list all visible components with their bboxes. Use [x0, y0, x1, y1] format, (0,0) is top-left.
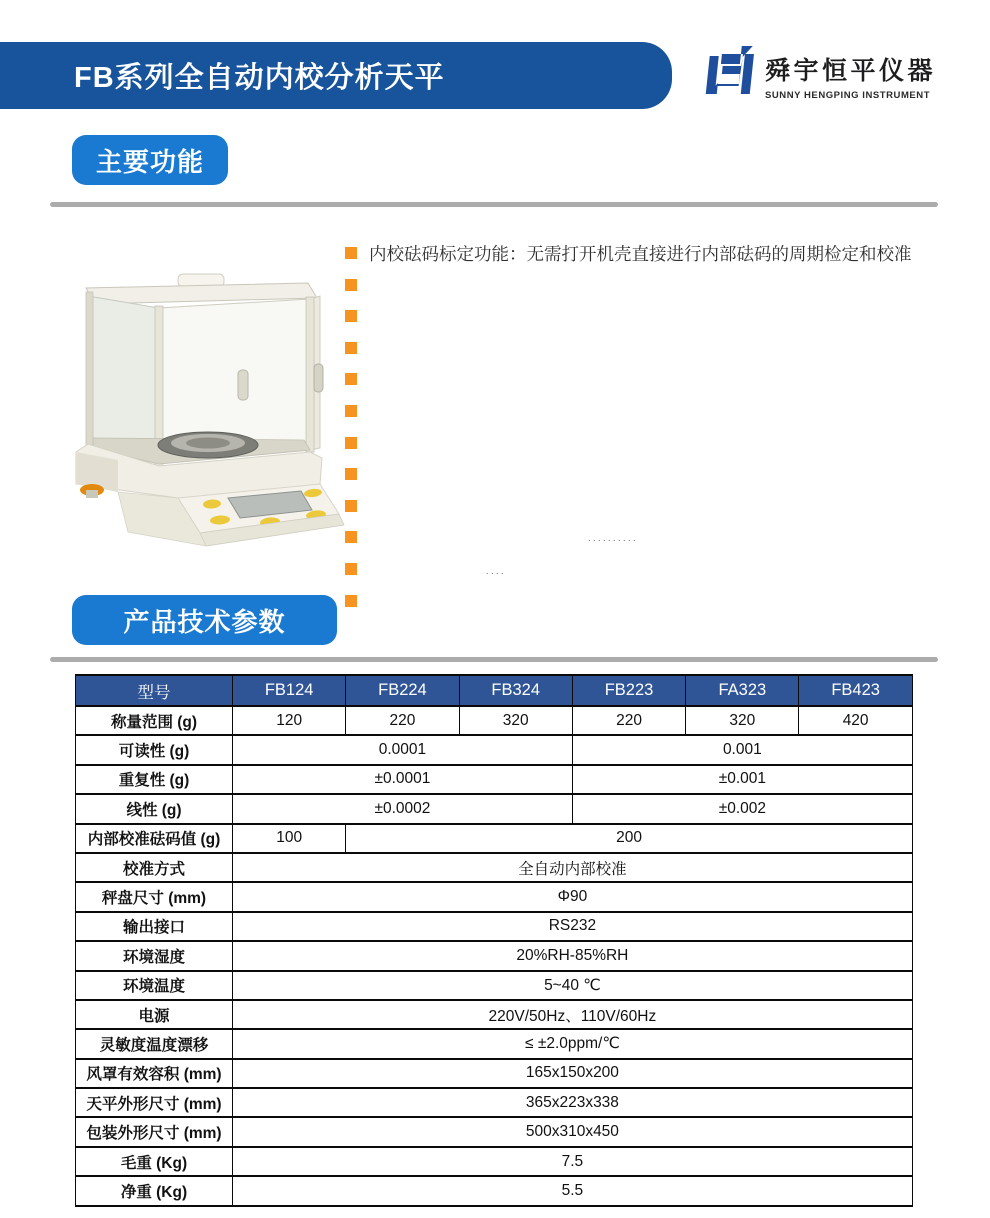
spec-label: 风罩有效容积 (mm)	[76, 1059, 233, 1088]
spec-value: ±0.002	[572, 794, 912, 823]
spec-value: ±0.0002	[233, 794, 573, 823]
spec-value: 20%RH-85%RH	[233, 941, 913, 970]
spec-value: 220	[572, 706, 685, 735]
section-divider	[50, 657, 938, 662]
spec-label: 灵敏度温度漂移	[76, 1029, 233, 1058]
spec-value: 420	[799, 706, 912, 735]
feature-item	[345, 244, 945, 276]
spec-label: 包装外形尺寸 (mm)	[76, 1117, 233, 1146]
spec-row	[76, 971, 913, 1000]
spec-row	[76, 882, 913, 911]
page-title: FB系列全自动内校分析天平	[74, 62, 445, 94]
balance-product-photo	[58, 252, 345, 557]
feature-item	[345, 276, 945, 308]
feature-item	[345, 339, 945, 371]
brand-subtitle: SUNNY HENGPING INSTRUMENT	[765, 90, 931, 101]
logo-mark-icon	[704, 44, 756, 106]
table-header-cell: FB223	[572, 675, 685, 706]
feature-item	[345, 307, 945, 339]
spec-label: 称量范围 (g)	[76, 706, 233, 735]
spec-value: 全自动内部校准	[233, 853, 913, 882]
spec-label: 天平外形尺寸 (mm)	[76, 1088, 233, 1117]
spec-value: 7.5	[233, 1147, 913, 1176]
spec-value: 200	[346, 824, 912, 853]
spec-row	[76, 1059, 913, 1088]
brand-text	[765, 44, 936, 101]
spec-value: ±0.001	[572, 765, 912, 794]
spec-row	[76, 794, 913, 823]
spec-value: ≤ ±2.0ppm/℃	[233, 1029, 913, 1058]
section-label-tech-specs: 产品技术参数	[72, 595, 337, 645]
spec-value: 0.001	[572, 735, 912, 764]
spec-value: RS232	[233, 912, 913, 941]
door-knob-inner	[238, 370, 248, 400]
table-header-cell: FA323	[686, 675, 799, 706]
bullet-square-icon	[345, 500, 357, 512]
bullet-square-icon	[345, 437, 357, 449]
specs-table	[75, 674, 913, 1207]
brand-name: 舜宇恒平仪器	[765, 57, 937, 85]
spec-row	[76, 735, 913, 764]
spec-label: 可读性 (g)	[76, 735, 233, 764]
spec-value: 165x150x200	[233, 1059, 913, 1088]
feature-item	[345, 560, 945, 592]
bullet-square-icon	[345, 342, 357, 354]
bullet-square-icon	[345, 310, 357, 322]
bullet-square-icon	[345, 468, 357, 480]
feature-item	[345, 592, 945, 624]
table-header-cell: FB423	[799, 675, 912, 706]
spec-value: 5.5	[233, 1176, 913, 1205]
feature-text: 内校砝码标定功能：无需打开机壳直接进行内部砝码的周期检定和校准	[369, 244, 912, 264]
spec-value: 100	[233, 824, 346, 853]
bullet-square-icon	[345, 595, 357, 607]
spec-row	[76, 1176, 913, 1205]
spec-row	[76, 1117, 913, 1146]
spec-label: 内部校准砝码值 (g)	[76, 824, 233, 853]
header-banner	[0, 42, 672, 109]
spec-row	[76, 1029, 913, 1058]
spec-label: 环境温度	[76, 971, 233, 1000]
spec-row	[76, 1147, 913, 1176]
spec-label: 毛重 (Kg)	[76, 1147, 233, 1176]
feature-item	[345, 497, 945, 529]
table-header-cell: FB324	[459, 675, 572, 706]
spec-row	[76, 1000, 913, 1029]
door-knob-right	[314, 364, 323, 392]
feature-item	[345, 528, 945, 560]
spec-row	[76, 706, 913, 735]
section-divider	[50, 202, 938, 207]
spec-label: 线性 (g)	[76, 794, 233, 823]
bullet-square-icon	[345, 373, 357, 385]
feature-item	[345, 465, 945, 497]
spec-row	[76, 1088, 913, 1117]
table-header-cell: FB124	[233, 675, 346, 706]
table-header-model: 型号	[76, 675, 233, 706]
bullet-square-icon	[345, 279, 357, 291]
spec-value: 220V/50Hz、110V/60Hz	[233, 1000, 913, 1029]
spec-value: 120	[233, 706, 346, 735]
bullet-square-icon	[345, 563, 357, 575]
feature-list	[345, 244, 945, 623]
spec-value: 320	[686, 706, 799, 735]
spec-label: 重复性 (g)	[76, 765, 233, 794]
bullet-square-icon	[345, 247, 357, 259]
spec-label: 净重 (Kg)	[76, 1176, 233, 1205]
spec-label: 输出接口	[76, 912, 233, 941]
faint-dots-text: ..........	[588, 533, 639, 543]
spec-row	[76, 941, 913, 970]
spec-row	[76, 824, 913, 853]
spec-value: Φ90	[233, 882, 913, 911]
spec-label: 环境湿度	[76, 941, 233, 970]
spec-label: 电源	[76, 1000, 233, 1029]
spec-label: 校准方式	[76, 853, 233, 882]
brand-logo	[704, 44, 936, 106]
bullet-square-icon	[345, 531, 357, 543]
table-header-cell: FB224	[346, 675, 459, 706]
faint-dots-text: ....	[486, 566, 507, 576]
feature-item	[345, 402, 945, 434]
feature-item	[345, 370, 945, 402]
spec-row	[76, 853, 913, 882]
spec-value: 5~40 ℃	[233, 971, 913, 1000]
section-label-main-features: 主要功能	[72, 135, 228, 185]
spec-label: 秤盘尺寸 (mm)	[76, 882, 233, 911]
bullet-square-icon	[345, 405, 357, 417]
spec-value: 365x223x338	[233, 1088, 913, 1117]
spec-value: ±0.0001	[233, 765, 573, 794]
spec-value: 0.0001	[233, 735, 573, 764]
spec-row	[76, 912, 913, 941]
feature-item	[345, 434, 945, 466]
spec-value: 320	[459, 706, 572, 735]
spec-value: 500x310x450	[233, 1117, 913, 1146]
spec-value: 220	[346, 706, 459, 735]
spec-row	[76, 765, 913, 794]
